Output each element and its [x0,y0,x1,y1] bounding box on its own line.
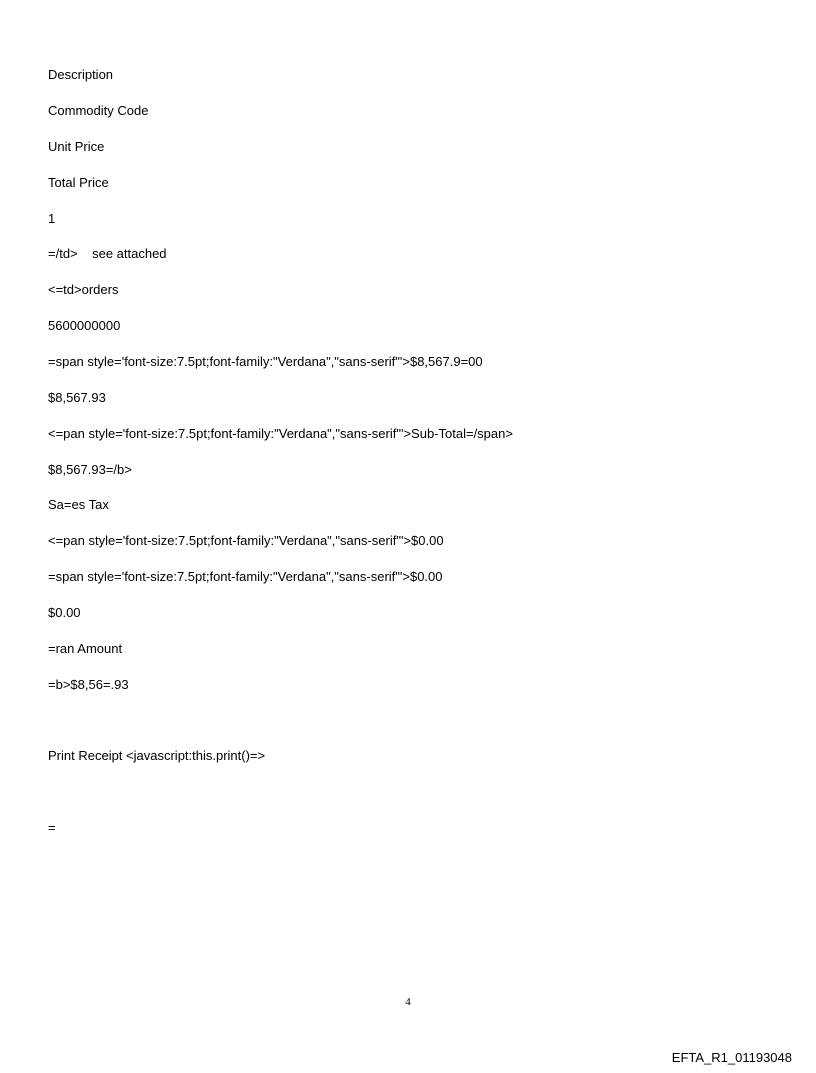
line-subtotal-label: <=pan style='font-size:7.5pt;font-family:"Verdana","sans-serif"'>Sub-Total=/span> [48,426,513,441]
line-see-attached: =/td> see attached [48,246,167,261]
line-unit-price-value: =span style='font-size:7.5pt;font-family:"Verdana","sans-serif"'>$8,567.9=00 [48,354,483,369]
line-equals: = [48,820,56,835]
line-tax-value-1: <=pan style='font-size:7.5pt;font-family:"Verdana","sans-serif"'>$0.00 [48,533,444,548]
line-subtotal-value: $8,567.93=/b> [48,462,132,477]
line-tax-value-2: =span style='font-size:7.5pt;font-family:"Verdana","sans-serif"'>$0.00 [48,569,443,584]
line-commodity-code: Commodity Code [48,103,149,118]
line-print-receipt: Print Receipt <javascript:this.print()=> [48,748,266,763]
page-number: 4 [405,996,411,1008]
line-unit-price: Unit Price [48,139,105,154]
line-amount-value: =b>$8,56=.93 [48,677,129,692]
line-amount-label: =ran Amount [48,641,123,656]
line-sales-tax-label: Sa=es Tax [48,497,109,512]
bates-number: EFTA_R1_01193048 [671,1050,792,1065]
line-commodity-number: 5600000000 [48,318,121,333]
line-description: Description [48,67,114,82]
line-total-price: Total Price [48,175,109,190]
line-total-value: $8,567.93 [48,390,106,405]
line-orders: <=td>orders [48,282,119,297]
line-quantity: 1 [48,211,56,226]
line-tax-value-3: $0.00 [48,605,81,620]
